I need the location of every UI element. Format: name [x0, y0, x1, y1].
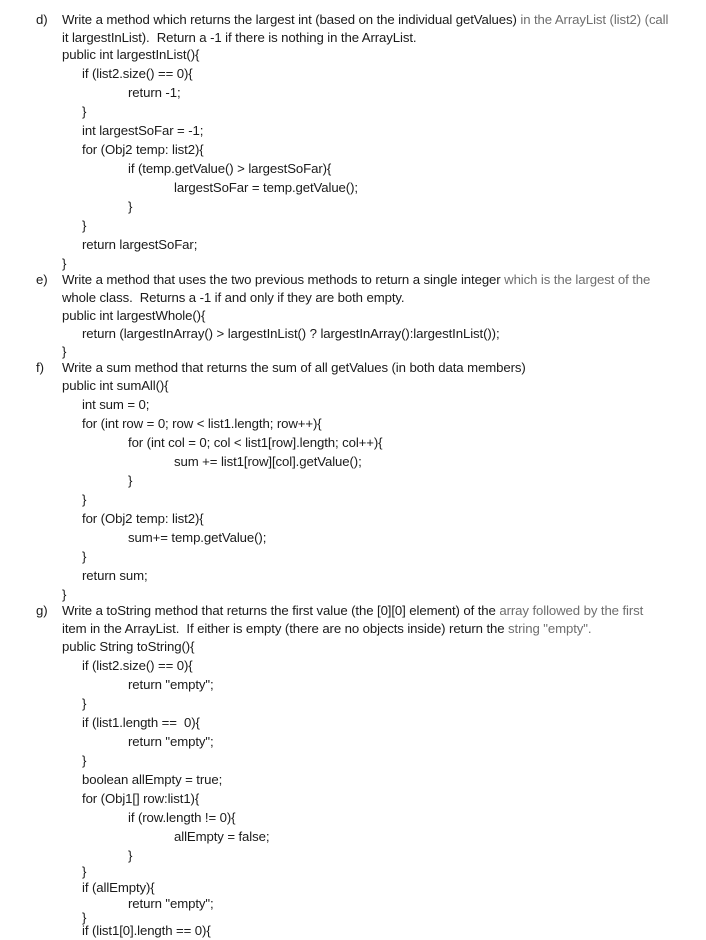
code-line: }	[62, 587, 67, 602]
question-g-prompt-line2-dark: item in the ArrayList. If either is empty (there are no objects inside) return the	[62, 621, 505, 636]
code-line: if (list1[0].length == 0){	[82, 923, 211, 938]
code-line: }	[82, 910, 87, 925]
code-line: }	[82, 696, 87, 711]
question-d-prompt-line1-dark: Write a method which returns the largest int (based on the individual getValues)	[62, 12, 517, 27]
code-line: sum+= temp.getValue();	[128, 530, 267, 545]
code-line: return largestSoFar;	[82, 237, 198, 252]
code-line: return (largestInArray() > largestInList() ? largestInArray():largestInList());	[82, 326, 500, 341]
code-line: return sum;	[82, 568, 148, 583]
code-line: for (int col = 0; col < list1[row].length; col++){	[128, 435, 383, 450]
code-line: if (list1.length == 0){	[82, 715, 200, 730]
question-g-letter: g)	[36, 603, 48, 618]
code-line: return "empty";	[128, 896, 214, 911]
code-line: public String toString(){	[62, 639, 195, 654]
code-line: }	[128, 848, 133, 863]
question-f-letter: f)	[36, 360, 44, 375]
code-line: public int largestWhole(){	[62, 308, 206, 323]
code-line: public int largestInList(){	[62, 47, 200, 62]
code-line: if (list2.size() == 0){	[82, 658, 193, 673]
question-e-letter: e)	[36, 272, 48, 287]
question-d-prompt-line1	[62, 12, 668, 28]
code-line: }	[82, 492, 87, 507]
code-line: for (Obj2 temp: list2){	[82, 142, 204, 157]
code-line: if (allEmpty){	[82, 880, 155, 895]
question-d-prompt-line2: it largestInList). Return a -1 if there is nothing in the ArrayList.	[62, 30, 417, 45]
code-line: for (int row = 0; row < list1.length; row++){	[82, 416, 322, 431]
code-line: return "empty";	[128, 677, 214, 692]
code-line: }	[82, 549, 87, 564]
question-d-prompt-line1-faded: in the ArrayList (list2) (call	[516, 12, 669, 27]
question-e-prompt-line1-faded: which is the largest of the	[500, 272, 651, 287]
question-d-letter: d)	[36, 12, 48, 27]
code-line: for (Obj1[] row:list1){	[82, 791, 200, 806]
code-line: if (row.length != 0){	[128, 810, 236, 825]
question-g-prompt-line1-faded: array followed by the first	[495, 603, 644, 618]
code-line: sum += list1[row][col].getValue();	[174, 454, 362, 469]
question-f-prompt-line1: Write a sum method that returns the sum of all getValues (in both data members)	[62, 360, 526, 375]
question-g-prompt-line1	[62, 603, 643, 619]
code-line: if (temp.getValue() > largestSoFar){	[128, 161, 332, 176]
question-g-prompt-line1-dark: Write a toString method that returns the first value (the [0][0] element) of the	[62, 603, 496, 618]
code-line: if (list2.size() == 0){	[82, 66, 193, 81]
code-line: }	[62, 344, 67, 359]
code-line: }	[128, 199, 133, 214]
question-e-prompt-line2: whole class. Returns a -1 if and only if they are both empty.	[62, 290, 405, 305]
code-line: }	[128, 473, 133, 488]
code-line: public int sumAll(){	[62, 378, 169, 393]
code-line: }	[62, 256, 67, 271]
question-e-prompt-line1	[62, 272, 650, 288]
question-g-prompt-line2-faded: string "empty".	[504, 621, 592, 636]
question-g-prompt-line2	[62, 621, 591, 637]
code-line: boolean allEmpty = true;	[82, 772, 223, 787]
code-line: }	[82, 218, 87, 233]
code-line: }	[82, 104, 87, 119]
code-line: }	[82, 864, 87, 879]
code-line: largestSoFar = temp.getValue();	[174, 180, 358, 195]
code-line: int largestSoFar = -1;	[82, 123, 204, 138]
code-line: }	[82, 753, 87, 768]
code-line: int sum = 0;	[82, 397, 150, 412]
code-line: for (Obj2 temp: list2){	[82, 511, 204, 526]
code-line: allEmpty = false;	[174, 829, 270, 844]
code-line: return -1;	[128, 85, 181, 100]
question-e-prompt-line1-dark: Write a method that uses the two previous methods to return a single integer	[62, 272, 501, 287]
code-line: return "empty";	[128, 734, 214, 749]
